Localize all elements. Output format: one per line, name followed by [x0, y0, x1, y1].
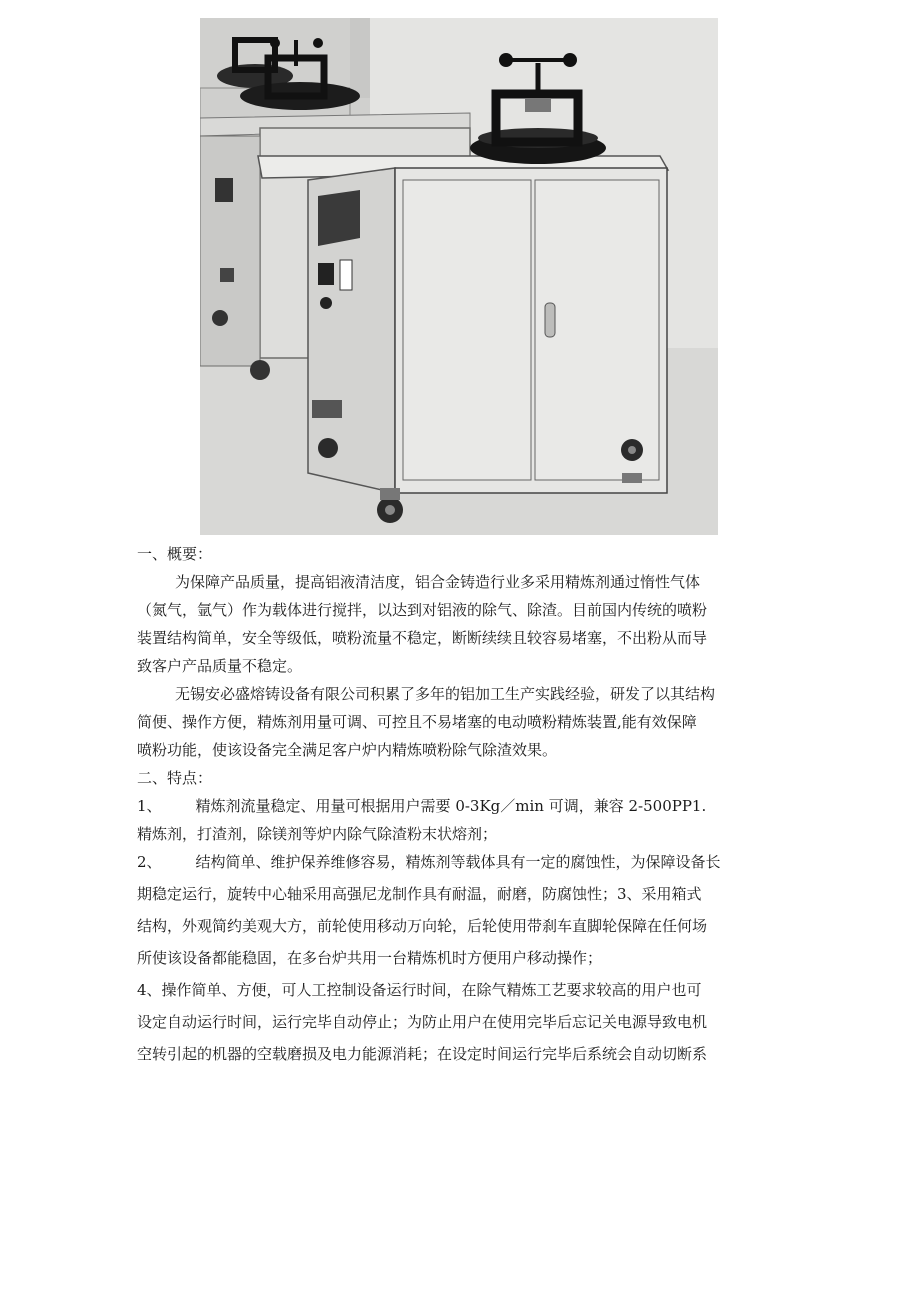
feature-line: 结构，外观简约美观大方，前轮使用移动万向轮，后轮使用带刹车直脚轮保障在任何场	[137, 917, 708, 935]
document-body	[137, 544, 787, 1064]
feature-item-4	[137, 980, 787, 1064]
feature-item-1	[137, 796, 787, 844]
feature-line	[137, 796, 787, 816]
paragraph-line: 喷粉功能，使该设备完全满足客户炉内精炼喷粉除气除渣效果。	[137, 741, 558, 759]
section-heading-features: 二、特点：	[137, 769, 213, 787]
feature-text: 结构简单、维护保养维修容易，精炼剂等载体具有一定的腐蚀性，为保障设备长	[195, 853, 721, 871]
section-heading-overview: 一、概要：	[137, 545, 213, 563]
feature-line: 期稳定运行，旋转中心轴采用高强尼龙制作具有耐温，耐磨，防腐蚀性；3、采用箱式	[137, 885, 702, 903]
feature-text: 精炼剂流量稳定、用量可根据用户需要 0-3Kg／min 可调，兼容 2-500PP1.	[195, 797, 707, 815]
paragraph-overview-2	[137, 684, 787, 760]
paragraph-overview-1	[137, 572, 787, 676]
feature-line: 设定自动运行时间，运行完毕自动停止；为防止用户在使用完毕后忘记关电源导致电机	[137, 1013, 708, 1031]
feature-line: 空转引起的机器的空载磨损及电力能源消耗；在设定时间运行完毕后系统会自动切断系	[137, 1045, 708, 1063]
paragraph-line: （氮气，氩气）作为载体进行搅拌，以达到对铝液的除气、除渣。目前国内传统的喷粉	[137, 601, 708, 619]
product-photo	[200, 18, 718, 535]
feature-line: 精炼剂，打渣剂，除镁剂等炉内除气除渣粉末状熔剂；	[137, 825, 498, 843]
paragraph-line: 无锡安必盛熔铸设备有限公司积累了多年的铝加工生产实践经验，研发了以其结构	[175, 685, 716, 703]
paragraph-line: 简便、操作方便，精炼剂用量可调、可控且不易堵塞的电动喷粉精炼装置,能有效保障	[137, 713, 697, 731]
paragraph-line: 为保障产品质量，提高铝液清洁度，铝合金铸造行业多采用精炼剂通过惰性气体	[175, 573, 701, 591]
feature-number: 1、	[137, 797, 162, 815]
feature-line	[137, 852, 787, 872]
paragraph-line: 致客户产品质量不稳定。	[137, 657, 303, 675]
feature-number: 2、	[137, 853, 162, 871]
feature-line: 所使该设备都能稳固，在多台炉共用一台精炼机时方便用户移动操作；	[137, 949, 603, 967]
feature-item-2	[137, 852, 787, 968]
paragraph-line: 装置结构简单，安全等级低，喷粉流量不稳定，断断续续且较容易堵塞，不出粉从而导	[137, 629, 708, 647]
feature-line: 4、操作简单、方便，可人工控制设备运行时间，在除气精炼工艺要求较高的用户也可	[137, 981, 702, 999]
